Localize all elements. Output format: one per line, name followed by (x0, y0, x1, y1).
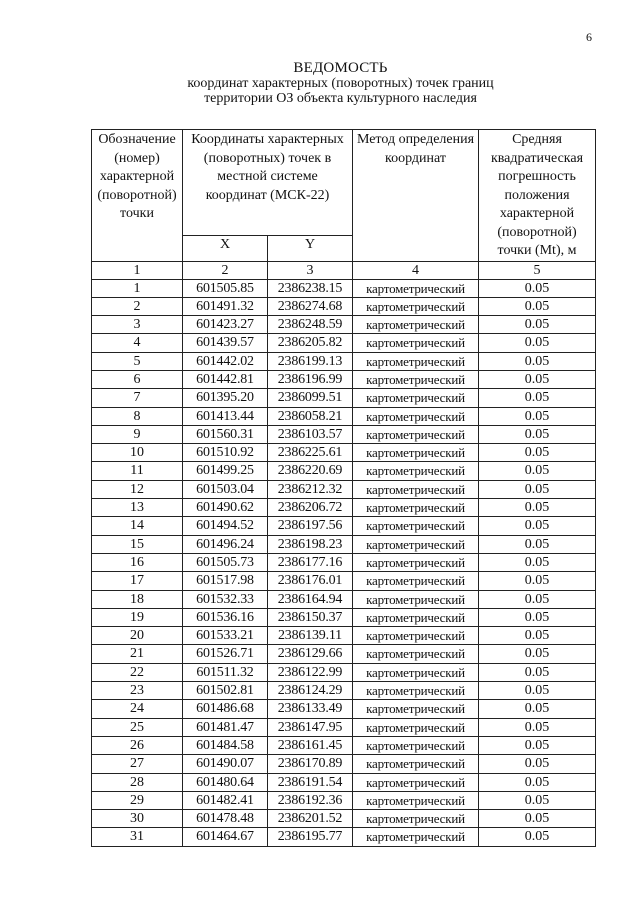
method-cell: картометрический (353, 682, 479, 700)
x-coordinate-cell: 601526.71 (183, 645, 268, 663)
y-coordinate-cell: 2386191.54 (268, 773, 353, 791)
table-row (92, 407, 596, 425)
method-cell: картометрический (353, 791, 479, 809)
x-coordinate-cell: 601510.92 (183, 444, 268, 462)
method-cell: картометрический (353, 773, 479, 791)
method-cell: картометрический (353, 316, 479, 334)
y-coordinate-cell: 2386176.01 (268, 572, 353, 590)
x-coordinate-cell: 601494.52 (183, 517, 268, 535)
header-x: X (183, 236, 268, 261)
table-row (92, 425, 596, 443)
y-coordinate-cell: 2386150.37 (268, 608, 353, 626)
error-cell: 0.05 (479, 334, 596, 352)
y-coordinate-cell: 2386161.45 (268, 736, 353, 754)
method-cell: картометрический (353, 297, 479, 315)
y-coordinate-cell: 2386139.11 (268, 627, 353, 645)
x-coordinate-cell: 601503.04 (183, 480, 268, 498)
table-row (92, 773, 596, 791)
x-coordinate-cell: 601442.02 (183, 352, 268, 370)
table-row (92, 334, 596, 352)
y-coordinate-cell: 2386212.32 (268, 480, 353, 498)
method-cell: картометрический (353, 553, 479, 571)
table-body (92, 279, 596, 846)
title-line-1: координат характерных (поворотных) точек границ (187, 76, 494, 91)
column-index: 4 (353, 261, 479, 279)
x-coordinate-cell: 601464.67 (183, 828, 268, 846)
y-coordinate-cell: 2386197.56 (268, 517, 353, 535)
table-row (92, 663, 596, 681)
point-number-cell: 8 (92, 407, 183, 425)
table-row (92, 791, 596, 809)
point-number-cell: 24 (92, 700, 183, 718)
error-cell: 0.05 (479, 499, 596, 517)
error-cell: 0.05 (479, 279, 596, 297)
point-number-cell: 22 (92, 663, 183, 681)
y-coordinate-cell: 2386205.82 (268, 334, 353, 352)
y-coordinate-cell: 2386206.72 (268, 499, 353, 517)
error-cell: 0.05 (479, 718, 596, 736)
table-row (92, 645, 596, 663)
x-coordinate-cell: 601560.31 (183, 425, 268, 443)
y-coordinate-cell: 2386196.99 (268, 370, 353, 388)
error-cell: 0.05 (479, 517, 596, 535)
point-number-cell: 29 (92, 791, 183, 809)
method-cell: картометрический (353, 444, 479, 462)
method-cell: картометрический (353, 663, 479, 681)
error-cell: 0.05 (479, 810, 596, 828)
header-method: Метод определения координат (353, 130, 479, 262)
y-coordinate-cell: 2386147.95 (268, 718, 353, 736)
point-number-cell: 27 (92, 755, 183, 773)
table-row (92, 627, 596, 645)
header-error: Средняя квадратическая погрешность положения характерной (поворотной) точки (Mt), м (479, 130, 596, 262)
point-number-cell: 11 (92, 462, 183, 480)
y-coordinate-cell: 2386177.16 (268, 553, 353, 571)
method-cell: картометрический (353, 810, 479, 828)
x-coordinate-cell: 601505.85 (183, 279, 268, 297)
point-number-cell: 1 (92, 279, 183, 297)
table-row (92, 718, 596, 736)
x-coordinate-cell: 601490.07 (183, 755, 268, 773)
y-coordinate-cell: 2386248.59 (268, 316, 353, 334)
error-cell: 0.05 (479, 370, 596, 388)
point-number-cell: 17 (92, 572, 183, 590)
table-row (92, 316, 596, 334)
title-main: ВЕДОМОСТЬ (293, 60, 388, 76)
method-cell: картометрический (353, 352, 479, 370)
method-cell: картометрический (353, 407, 479, 425)
method-cell: картометрический (353, 517, 479, 535)
table-row (92, 499, 596, 517)
method-cell: картометрический (353, 334, 479, 352)
error-cell: 0.05 (479, 627, 596, 645)
error-cell: 0.05 (479, 425, 596, 443)
point-number-cell: 28 (92, 773, 183, 791)
document-title (0, 60, 639, 106)
error-cell: 0.05 (479, 755, 596, 773)
error-cell: 0.05 (479, 462, 596, 480)
point-number-cell: 12 (92, 480, 183, 498)
x-coordinate-cell: 601413.44 (183, 407, 268, 425)
x-coordinate-cell: 601505.73 (183, 553, 268, 571)
x-coordinate-cell: 601536.16 (183, 608, 268, 626)
y-coordinate-cell: 2386164.94 (268, 590, 353, 608)
x-coordinate-cell: 601439.57 (183, 334, 268, 352)
error-cell: 0.05 (479, 407, 596, 425)
table-row (92, 297, 596, 315)
table-row (92, 352, 596, 370)
error-cell: 0.05 (479, 791, 596, 809)
x-coordinate-cell: 601491.32 (183, 297, 268, 315)
coordinates-table (91, 129, 596, 847)
x-coordinate-cell: 601532.33 (183, 590, 268, 608)
y-coordinate-cell: 2386274.68 (268, 297, 353, 315)
error-cell: 0.05 (479, 608, 596, 626)
point-number-cell: 21 (92, 645, 183, 663)
y-coordinate-cell: 2386103.57 (268, 425, 353, 443)
error-cell: 0.05 (479, 572, 596, 590)
point-number-cell: 7 (92, 389, 183, 407)
point-number-cell: 6 (92, 370, 183, 388)
column-index: 5 (479, 261, 596, 279)
method-cell: картометрический (353, 572, 479, 590)
x-coordinate-cell: 601481.47 (183, 718, 268, 736)
column-index: 2 (183, 261, 268, 279)
y-coordinate-cell: 2386124.29 (268, 682, 353, 700)
table-row (92, 444, 596, 462)
y-coordinate-cell: 2386129.66 (268, 645, 353, 663)
point-number-cell: 26 (92, 736, 183, 754)
table-row (92, 535, 596, 553)
method-cell: картометрический (353, 736, 479, 754)
error-cell: 0.05 (479, 297, 596, 315)
point-number-cell: 9 (92, 425, 183, 443)
point-number-cell: 4 (92, 334, 183, 352)
table-row (92, 389, 596, 407)
y-coordinate-cell: 2386099.51 (268, 389, 353, 407)
x-coordinate-cell: 601490.62 (183, 499, 268, 517)
method-cell: картометрический (353, 828, 479, 846)
method-cell: картометрический (353, 718, 479, 736)
y-coordinate-cell: 2386238.15 (268, 279, 353, 297)
x-coordinate-cell: 601496.24 (183, 535, 268, 553)
method-cell: картометрический (353, 279, 479, 297)
table-row (92, 279, 596, 297)
x-coordinate-cell: 601484.58 (183, 736, 268, 754)
x-coordinate-cell: 601478.48 (183, 810, 268, 828)
table-row (92, 480, 596, 498)
error-cell: 0.05 (479, 828, 596, 846)
error-cell: 0.05 (479, 316, 596, 334)
point-number-cell: 14 (92, 517, 183, 535)
table-row (92, 590, 596, 608)
error-cell: 0.05 (479, 773, 596, 791)
error-cell: 0.05 (479, 682, 596, 700)
title-line-2: территории ОЗ объекта культурного наследия (204, 91, 477, 106)
method-cell: картометрический (353, 700, 479, 718)
method-cell: картометрический (353, 590, 479, 608)
table-row (92, 553, 596, 571)
error-cell: 0.05 (479, 553, 596, 571)
table-row (92, 755, 596, 773)
error-cell: 0.05 (479, 700, 596, 718)
method-cell: картометрический (353, 389, 479, 407)
point-number-cell: 31 (92, 828, 183, 846)
header-y: Y (268, 236, 353, 261)
y-coordinate-cell: 2386133.49 (268, 700, 353, 718)
y-coordinate-cell: 2386225.61 (268, 444, 353, 462)
method-cell: картометрический (353, 370, 479, 388)
error-cell: 0.05 (479, 535, 596, 553)
point-number-cell: 25 (92, 718, 183, 736)
table-row (92, 810, 596, 828)
method-cell: картометрический (353, 480, 479, 498)
point-number-cell: 10 (92, 444, 183, 462)
header-coordinates: Координаты характерных (поворотных) точек в местной системе координат (МСК-22) (183, 130, 353, 236)
column-index-row (92, 261, 596, 279)
error-cell: 0.05 (479, 444, 596, 462)
table-row (92, 572, 596, 590)
x-coordinate-cell: 601482.41 (183, 791, 268, 809)
table-row (92, 608, 596, 626)
method-cell: картометрический (353, 608, 479, 626)
x-coordinate-cell: 601486.68 (183, 700, 268, 718)
y-coordinate-cell: 2386058.21 (268, 407, 353, 425)
point-number-cell: 23 (92, 682, 183, 700)
table-row (92, 462, 596, 480)
column-index: 1 (92, 261, 183, 279)
y-coordinate-cell: 2386192.36 (268, 791, 353, 809)
y-coordinate-cell: 2386199.13 (268, 352, 353, 370)
method-cell: картометрический (353, 499, 479, 517)
table-row (92, 828, 596, 846)
method-cell: картометрический (353, 645, 479, 663)
x-coordinate-cell: 601517.98 (183, 572, 268, 590)
x-coordinate-cell: 601502.81 (183, 682, 268, 700)
table-row (92, 682, 596, 700)
point-number-cell: 30 (92, 810, 183, 828)
table-row (92, 736, 596, 754)
error-cell: 0.05 (479, 352, 596, 370)
error-cell: 0.05 (479, 736, 596, 754)
header-designation: Обозначение (номер) характерной (поворотной) точки (92, 130, 183, 262)
y-coordinate-cell: 2386198.23 (268, 535, 353, 553)
x-coordinate-cell: 601395.20 (183, 389, 268, 407)
error-cell: 0.05 (479, 645, 596, 663)
x-coordinate-cell: 601533.21 (183, 627, 268, 645)
y-coordinate-cell: 2386195.77 (268, 828, 353, 846)
y-coordinate-cell: 2386201.52 (268, 810, 353, 828)
point-number-cell: 15 (92, 535, 183, 553)
error-cell: 0.05 (479, 663, 596, 681)
point-number-cell: 20 (92, 627, 183, 645)
x-coordinate-cell: 601442.81 (183, 370, 268, 388)
error-cell: 0.05 (479, 389, 596, 407)
error-cell: 0.05 (479, 480, 596, 498)
table-row (92, 700, 596, 718)
method-cell: картометрический (353, 755, 479, 773)
point-number-cell: 3 (92, 316, 183, 334)
x-coordinate-cell: 601423.27 (183, 316, 268, 334)
point-number-cell: 16 (92, 553, 183, 571)
method-cell: картометрический (353, 627, 479, 645)
point-number-cell: 5 (92, 352, 183, 370)
x-coordinate-cell: 601511.32 (183, 663, 268, 681)
column-index: 3 (268, 261, 353, 279)
table-row (92, 517, 596, 535)
x-coordinate-cell: 601480.64 (183, 773, 268, 791)
error-cell: 0.05 (479, 590, 596, 608)
point-number-cell: 18 (92, 590, 183, 608)
point-number-cell: 19 (92, 608, 183, 626)
method-cell: картометрический (353, 535, 479, 553)
y-coordinate-cell: 2386220.69 (268, 462, 353, 480)
table-row (92, 370, 596, 388)
method-cell: картометрический (353, 425, 479, 443)
point-number-cell: 13 (92, 499, 183, 517)
page-number: 6 (586, 30, 592, 44)
y-coordinate-cell: 2386122.99 (268, 663, 353, 681)
method-cell: картометрический (353, 462, 479, 480)
y-coordinate-cell: 2386170.89 (268, 755, 353, 773)
x-coordinate-cell: 601499.25 (183, 462, 268, 480)
point-number-cell: 2 (92, 297, 183, 315)
